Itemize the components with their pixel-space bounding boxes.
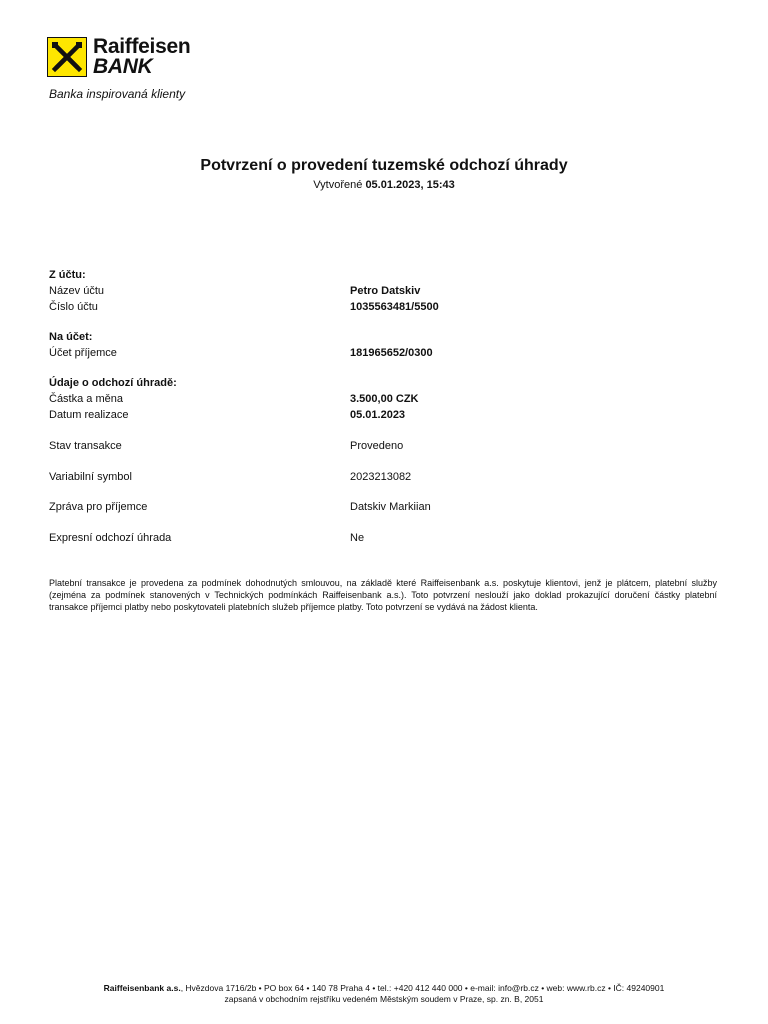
variable-symbol-label: Variabilní symbol — [49, 471, 132, 483]
account-name-value: Petro Datskiv — [350, 285, 421, 297]
logo-line-bank: BANK — [93, 55, 153, 78]
variable-symbol-value: 2023213082 — [350, 471, 412, 483]
account-number-label: Číslo účtu — [49, 301, 98, 313]
logo-wordmark — [93, 37, 190, 77]
from-account-heading: Z účtu: — [49, 269, 86, 281]
transaction-status-label: Stav transakce — [49, 440, 122, 452]
express-payment-value: Ne — [350, 532, 365, 544]
footer-address: , Hvězdova 1716/2b • PO box 64 • 140 78 Praha 4 • tel.: +420 412 440 000 • e-mail: info@rb.cz • web: www.rb.cz • IČ: 49240901 — [180, 983, 665, 993]
account-number-value: 1035563481/5500 — [350, 301, 439, 313]
bank-logo — [47, 37, 190, 77]
logo-line-raiffeisen: Raiffeisen — [93, 35, 191, 58]
amount-label: Částka a měna — [49, 393, 123, 405]
payment-heading: Údaje o odchozí úhradě: — [49, 377, 177, 389]
recipient-message-label: Zpráva pro příjemce — [49, 501, 148, 513]
page-footer — [0, 983, 768, 1005]
tagline: Banka inspirovaná klienty — [49, 87, 186, 101]
raiffeisen-gables-icon — [47, 37, 87, 77]
account-name-label: Název účtu — [49, 285, 105, 297]
document-created — [0, 179, 768, 191]
to-account-heading: Na účet: — [49, 331, 93, 343]
realization-date-value: 05.01.2023 — [350, 409, 406, 421]
amount-value: 3.500,00 CZK — [350, 393, 419, 405]
recipient-account-value: 181965652/0300 — [350, 347, 433, 359]
disclaimer-paragraph: Platební transakce je provedena za podmínek dohodnutých smlouvou, na základě které Raiffeisenbank a.s. poskytuje klientovi, jenž je plátcem, platební služby (zejména za podmínek stanovených v Technických podmínkách Raiffeisenbank a.s.). Toto potvrzení neslouží jako doklad prokazující doručení částky platební transakce příjemci platby nebo poskytovateli platebních služeb příjemce platby. Toto potvrzení se vydává na žádost klienta. — [49, 578, 717, 612]
recipient-account-label: Účet příjemce — [49, 347, 117, 359]
footer-brand: Raiffeisenbank a.s. — [103, 983, 181, 993]
recipient-message-value: Datskiv Markiian — [350, 501, 431, 513]
express-payment-label: Expresní odchozí úhrada — [49, 532, 172, 544]
created-value: 05.01.2023, 15:43 — [365, 179, 455, 191]
transaction-status-value: Provedeno — [350, 440, 404, 452]
footer-registry: zapsaná v obchodním rejstříku vedeném Městským soudem v Praze, sp. zn. B, 2051 — [224, 994, 544, 1004]
realization-date-label: Datum realizace — [49, 409, 129, 421]
footer-address-line — [0, 983, 768, 994]
created-label: Vytvořené — [313, 179, 363, 191]
document-title: Potvrzení o provedení tuzemské odchozí úhrady — [200, 157, 568, 174]
